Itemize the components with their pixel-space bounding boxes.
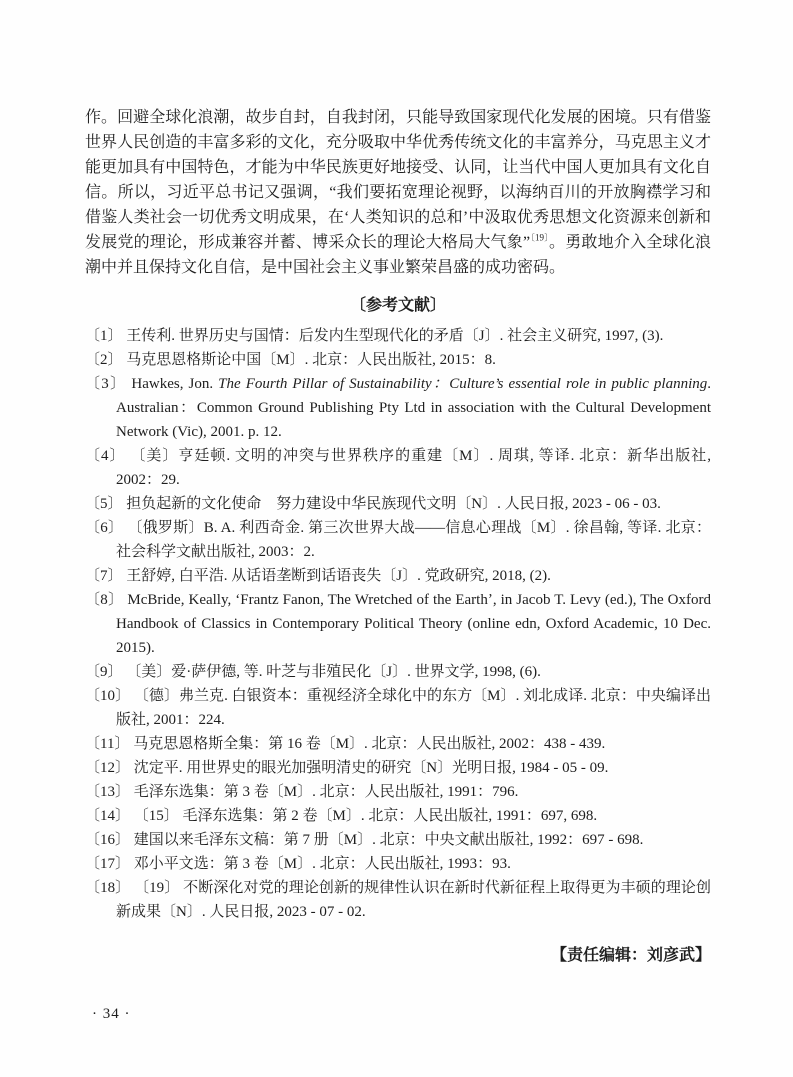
reference-label: 〔13〕 [85,784,134,800]
editor-note: 【责任编辑：刘彦武】 [550,947,711,964]
reference-label: 〔17〕 [85,856,134,872]
reference-text: 〔15〕 毛泽东选集：第 2 卷〔M〕. 北京：人民出版社, 1991：697, 698. [133,808,598,824]
reference-label: 〔2〕 [85,352,127,368]
reference-text: 建国以来毛泽东文稿：第 7 册〔M〕. 北京：中央文献出版社, 1992：697 - 698. [133,832,644,848]
reference-label: 〔8〕 [85,592,128,608]
body-paragraph: 作。回避全球化浪潮，故步自封，自我封闭，只能导致国家现代化发展的困境。只有借鉴世界人民创造的丰富多彩的文化，充分吸取中华优秀传统文化的丰富养分，马克思主义才能更加具有中国特色，才能为中华民族更好地接受、认同，让当代中国人更加具有文化自信。所以，习近平总书记又强调，“我们要拓宽理论视野，以海纳百川的开放胸襟学习和借鉴人类社会一切优秀文明成果，在‘人类知识的总和’中汲取优秀思想文化资源来创新和发展党的理论，形成兼容并蓄、博采众长的理论大格局大气象”$^{〔19〕}$。勇敢地介入全球化浪潮中并且保持文化自信，是中国社会主义事业繁荣昌盛的成功密码。 [85,109,711,276]
references-header: 〔参考文献〕 [349,297,446,314]
reference-label: 〔4〕 [85,448,131,464]
reference-text: 〔美〕亨廷顿. 文明的冲突与世界秩序的重建〔M〕. 周琪, 等译. 北京：新华出版社, 2002：29. [116,448,711,488]
reference-text: 王舒婷, 白平浩. 从话语垄断到话语丧失〔J〕. 党政研究, 2018, (2). [126,568,551,584]
reference-label: 〔7〕 [85,568,127,584]
reference-label: 〔12〕 [85,760,134,776]
reference-text: Hawkes, Jon. The Fourth Pillar of Sustainability：Culture’s essential role in public planning. Australian：Common Ground Publishing Pty Ltd in association with the Cultural Development Network (Vic), 2001. p. 12. [116,376,711,440]
reference-item [85,660,711,684]
reference-item [85,492,711,516]
reference-item [85,732,711,756]
page-content [85,105,711,968]
reference-item [85,828,711,852]
reference-item [85,588,711,660]
reference-text: 马克思恩格斯论中国〔M〕. 北京：人民出版社, 2015：8. [126,352,496,368]
reference-item [85,804,711,828]
reference-item [85,684,711,732]
reference-text: 〔德〕弗兰克. 白银资本：重视经济全球化中的东方〔M〕. 刘北成译. 北京：中央编译出版社, 2001：224. [116,688,711,728]
reference-text: 毛泽东选集：第 3 卷〔M〕. 北京：人民出版社, 1991：796. [133,784,519,800]
references-list [85,324,711,924]
reference-text: 沈定平. 用世界史的眼光加强明清史的研究〔N〕光明日报, 1984 - 05 - 09. [133,760,609,776]
reference-item [85,564,711,588]
reference-label: 〔11〕 [85,736,134,752]
reference-item [85,756,711,780]
reference-label: 〔3〕 [85,376,132,392]
reference-text: 担负起新的文化使命 努力建设中华民族现代文明〔N〕. 人民日报, 2023 - 06 - 03. [126,496,661,512]
reference-item [85,876,711,924]
reference-label: 〔10〕 [85,688,134,704]
reference-text: 〔美〕爱·萨伊德, 等. 叶芝与非殖民化〔J〕. 世界文学, 1998, (6). [126,664,541,680]
reference-text: McBride, Keally, ʻFrantz Fanon, The Wretched of the Earthʼ, in Jacob T. Levy (ed.), The Oxford Handbook of Classics in Contemporary Political Theory (online edn, Oxford Academic, 10 Dec. 2015). [116,592,711,656]
reference-label: 〔18〕 [85,880,135,896]
reference-label: 〔16〕 [85,832,134,848]
reference-label: 〔9〕 [85,664,127,680]
reference-item [85,852,711,876]
reference-label: 〔6〕 [85,520,128,536]
reference-label: 〔5〕 [85,496,127,512]
reference-item [85,348,711,372]
reference-item [85,780,711,804]
reference-label: 〔14〕 [85,808,134,824]
reference-item [85,324,711,348]
reference-item [85,444,711,492]
reference-text: 王传利. 世界历史与国情：后发内生型现代化的矛盾〔J〕. 社会主义研究, 1997, (3). [126,328,664,344]
reference-item [85,516,711,564]
page-number: · 34 · [92,1006,131,1022]
reference-text: 〔19〕 不断深化对党的理论创新的规律性认识在新时代新征程上取得更为丰硕的理论创新成果〔N〕. 人民日报, 2023 - 07 - 02. [116,880,711,920]
reference-text: 马克思恩格斯全集：第 16 卷〔M〕. 北京：人民出版社, 2002：438 - 439. [133,736,606,752]
reference-text: 邓小平文选：第 3 卷〔M〕. 北京：人民出版社, 1993：93. [133,856,511,872]
reference-label: 〔1〕 [85,328,127,344]
reference-item [85,372,711,444]
reference-text: 〔俄罗斯〕B. A. 利西奇金. 第三次世界大战——信息心理战〔M〕. 徐昌翰, 等译. 北京：社会科学文献出版社, 2003：2. [116,520,711,560]
